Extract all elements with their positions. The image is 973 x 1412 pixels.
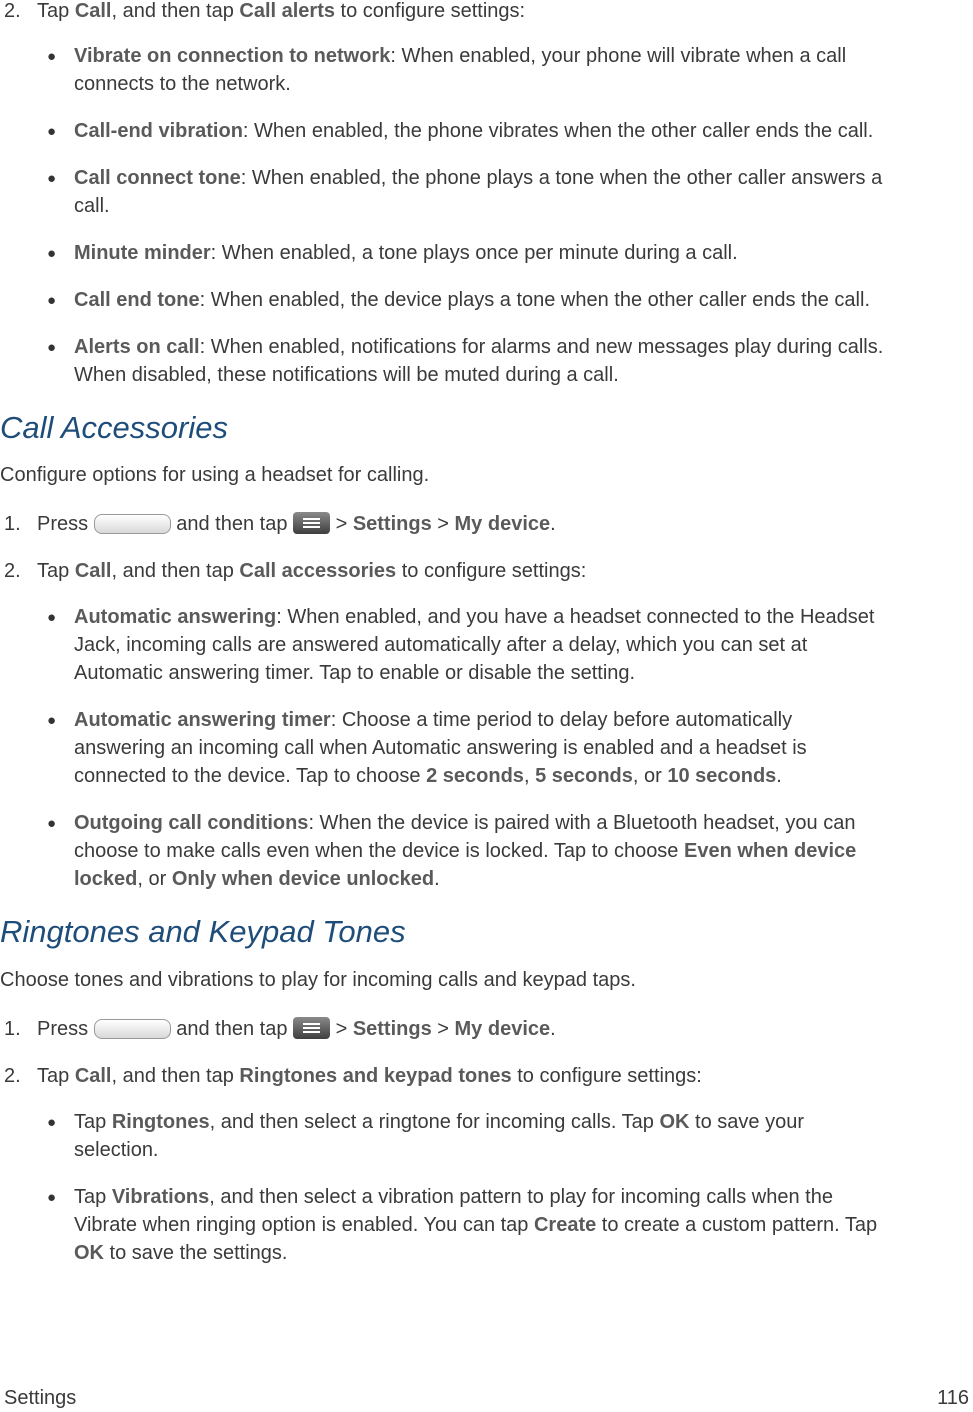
step-number: 2. [4,560,21,582]
home-key-icon [94,1019,171,1039]
step-tap-call-alerts: Tap Call, and then tap Call alerts to configure settings: [37,0,526,22]
bullet-ringtones: Tap Ringtones, and then select a ringtone for incoming calls. Tap OK to save your selection. [74,1111,805,1161]
bullet-icon: ● [47,339,57,356]
bullet-call-connect-tone: Call connect tone: When enabled, the phone plays a tone when the other caller answers a call. [74,167,883,217]
bullet-call-end-vibration: Call-end vibration: When enabled, the phone vibrates when the other caller ends the call. [74,120,874,142]
step-press-home-settings: Press and then tap > Settings > My device. [37,513,556,535]
bullet-icon: ● [47,292,57,309]
step-number: 1. [4,513,21,535]
home-key-icon [94,514,171,534]
footer-page-number: 116 [937,1387,969,1409]
bullet-alerts-on-call: Alerts on call: When enabled, notifications for alarms and new messages play during calls. When disabled, these notifications will be muted during a call. [74,336,884,386]
bullet-icon: ● [47,712,57,729]
step-number: 2. [4,0,21,22]
footer-section-name: Settings [4,1387,77,1409]
section-heading-call-accessories: Call Accessories [0,410,228,445]
bullet-icon: ● [47,170,57,187]
section-intro: Configure options for using a headset for calling. [0,464,430,486]
section-intro: Choose tones and vibrations to play for incoming calls and keypad taps. [0,969,636,991]
bullet-icon: ● [47,123,57,140]
bullet-vibrations: Tap Vibrations, and then select a vibration pattern to play for incoming calls when the Vibrate when ringing option is enabled. You can tap Create to create a custom pattern. Tap OK to save the settings. [74,1186,878,1264]
bullet-vibrate-on-connection: Vibrate on connection to network: When enabled, your phone will vibrate when a call connects to the network. [74,45,847,95]
step-press-home-settings: Press and then tap > Settings > My device. [37,1018,556,1040]
bullet-icon: ● [47,609,57,626]
bullet-icon: ● [47,245,57,262]
section-heading-ringtones: Ringtones and Keypad Tones [0,914,406,949]
step-number: 1. [4,1018,21,1040]
menu-key-icon [293,512,330,534]
step-tap-ringtones-keypad: Tap Call, and then tap Ringtones and keypad tones to configure settings: [37,1065,702,1087]
bullet-icon: ● [47,1189,57,1206]
bullet-minute-minder: Minute minder: When enabled, a tone plays once per minute during a call. [74,242,738,264]
bullet-icon: ● [47,48,57,65]
step-number: 2. [4,1065,21,1087]
bullet-automatic-answering: Automatic answering: When enabled, and you have a headset connected to the Headset Jack, incoming calls are answered automatically after a delay, which you can set at Automatic answering timer. Tap to enable or disable the setting. [74,606,875,684]
bullet-icon: ● [47,1114,57,1131]
step-tap-call-accessories: Tap Call, and then tap Call accessories to configure settings: [37,560,587,582]
bullet-outgoing-call-conditions: Outgoing call conditions: When the device is paired with a Bluetooth headset, you can choose to make calls even when the device is locked. Tap to choose Even when device locked, or Only when device unlocked. [74,812,857,890]
menu-key-icon [293,1017,330,1039]
bullet-automatic-answering-timer: Automatic answering timer: Choose a time period to delay before automatically answering an incoming call when Automatic answering is enabled and a headset is connected to the device. Tap to choose 2 seconds, 5 seconds, or 10 seconds. [74,709,807,787]
bullet-icon: ● [47,815,57,832]
bullet-call-end-tone: Call end tone: When enabled, the device plays a tone when the other caller ends the call. [74,289,870,311]
